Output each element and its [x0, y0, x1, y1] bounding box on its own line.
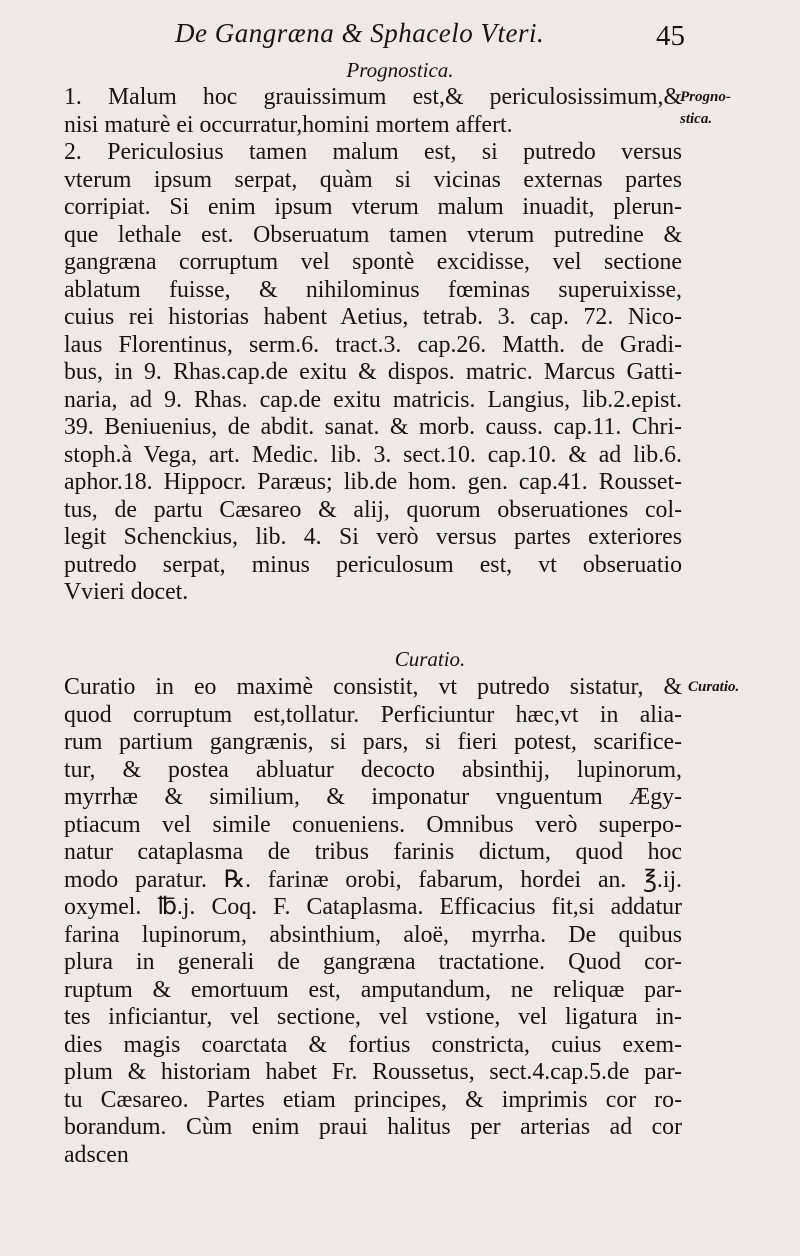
text-line: 2. Periculosius tamen malum est, si putredo versus	[64, 139, 682, 165]
text-line: myrrhæ & similium, & imponatur vnguentum Ægy-	[64, 784, 682, 810]
text-line: gangræna corruptum vel spontè excidisse, vel sectione	[64, 249, 682, 275]
section-heading-curatio: Curatio.	[394, 647, 466, 671]
margin-note-line: Progno-	[680, 89, 731, 105]
text-line: vterum ipsum serpat, quàm si vicinas externas partes	[64, 166, 682, 193]
text-line: plura in generali de gangræna tractatione. Quod cor-	[64, 949, 682, 975]
margin-note-line: Curatio.	[688, 679, 740, 695]
text-line: tes inficiantur, vel sectione, vel vstione, vel ligatura in-	[64, 1004, 682, 1030]
text-line: legit Schenckius, lib. 4. Si verò versus partes exteriores	[64, 524, 682, 550]
text-line: ablatum fuisse, & nihilominus fœminas superuixisse,	[64, 276, 682, 303]
text-line: oxymel. ℔.j. Coq. F. Cataplasma. Efficacius fit,si addatur	[64, 894, 682, 920]
margin-note-prognostica	[680, 86, 731, 130]
page-number: 45	[656, 20, 685, 52]
prognostica-text	[64, 84, 682, 607]
text-line: farina lupinorum, absinthium, aloë, myrrha. De quibus	[64, 921, 682, 948]
text-line: 39. Beniuenius, de abdit. sanat. & morb. causs. cap.11. Chri-	[64, 414, 682, 440]
text-line: 1. Malum hoc grauissimum est,& periculosissimum,&	[64, 84, 682, 110]
running-head	[175, 18, 695, 58]
text-line: tu Cæsareo. Partes etiam principes, & imprimis cor ro-	[64, 1086, 682, 1113]
text-line: Curatio in eo maximè consistit, vt putredo sistatur, &	[64, 674, 682, 700]
text-line: ruptum & emortuum est, amputandum, ne reliquæ par-	[64, 976, 682, 1003]
text-line: nisi maturè ei occurratur,homini mortem affert.	[64, 111, 513, 138]
text-line: cuius rei historias habent Aetius, tetrab. 3. cap. 72. Nico-	[64, 304, 682, 330]
text-line: rum partium gangrænis, si pars, si fieri potest, scarifice-	[64, 729, 682, 755]
text-line: naria, ad 9. Rhas. cap.de exitu matricis. Langius, lib.2.epist.	[64, 386, 682, 413]
text-line: corripiat. Si enim ipsum vterum malum inuadit, plerun-	[64, 194, 682, 220]
text-line: tur, & postea abluatur decocto absinthij, lupinorum,	[64, 756, 682, 783]
text-line: natur cataplasma de tribus farinis dictum, quod hoc	[64, 839, 682, 865]
text-line: tus, de partu Cæsareo & alij, quorum obseruationes col-	[64, 496, 682, 523]
text-line: Vvieri docet.	[64, 579, 189, 605]
text-line: putredo serpat, minus periculosum est, vt obseruatio	[64, 551, 682, 578]
section-heading-prognostica: Prognostica.	[346, 58, 454, 82]
text-line: aphor.18. Hippocr. Paræus; lib.de hom. gen. cap.41. Rousset-	[64, 469, 682, 495]
text-line: adscen	[64, 1141, 129, 1168]
text-line: laus Florentinus, serm.6. tract.3. cap.26. Matth. de Gradi-	[64, 331, 682, 358]
margin-note-line: stica.	[680, 111, 713, 127]
text-line: que lethale est. Obseruatum tamen vterum putredine &	[64, 221, 682, 248]
text-line: stoph.à Vega, art. Medic. lib. 3. sect.10. cap.10. & ad lib.6.	[64, 441, 682, 468]
text-line: ptiacum vel simile conueniens. Omnibus verò superpo-	[64, 811, 682, 838]
text-line: quod corruptum est,tollatur. Perficiuntur hæc,vt in alia-	[64, 701, 682, 728]
running-title: De Gangræna & Sphacelo Vteri.	[175, 18, 545, 48]
text-line: plum & historiam habet Fr. Roussetus, sect.4.cap.5.de par-	[64, 1059, 682, 1085]
text-line: modo paratur. ℞. farinæ orobi, fabarum, hordei an. ℥.ij.	[64, 866, 682, 893]
margin-note-curatio	[688, 676, 739, 698]
text-line: bus, in 9. Rhas.cap.de exitu & dispos. matric. Marcus Gatti-	[64, 359, 682, 385]
curatio-text	[64, 674, 682, 1169]
text-line: dies magis coarctata & fortius constricta, cuius exem-	[64, 1031, 682, 1058]
text-line: borandum. Cùm enim praui halitus per arterias ad cor	[64, 1114, 682, 1140]
